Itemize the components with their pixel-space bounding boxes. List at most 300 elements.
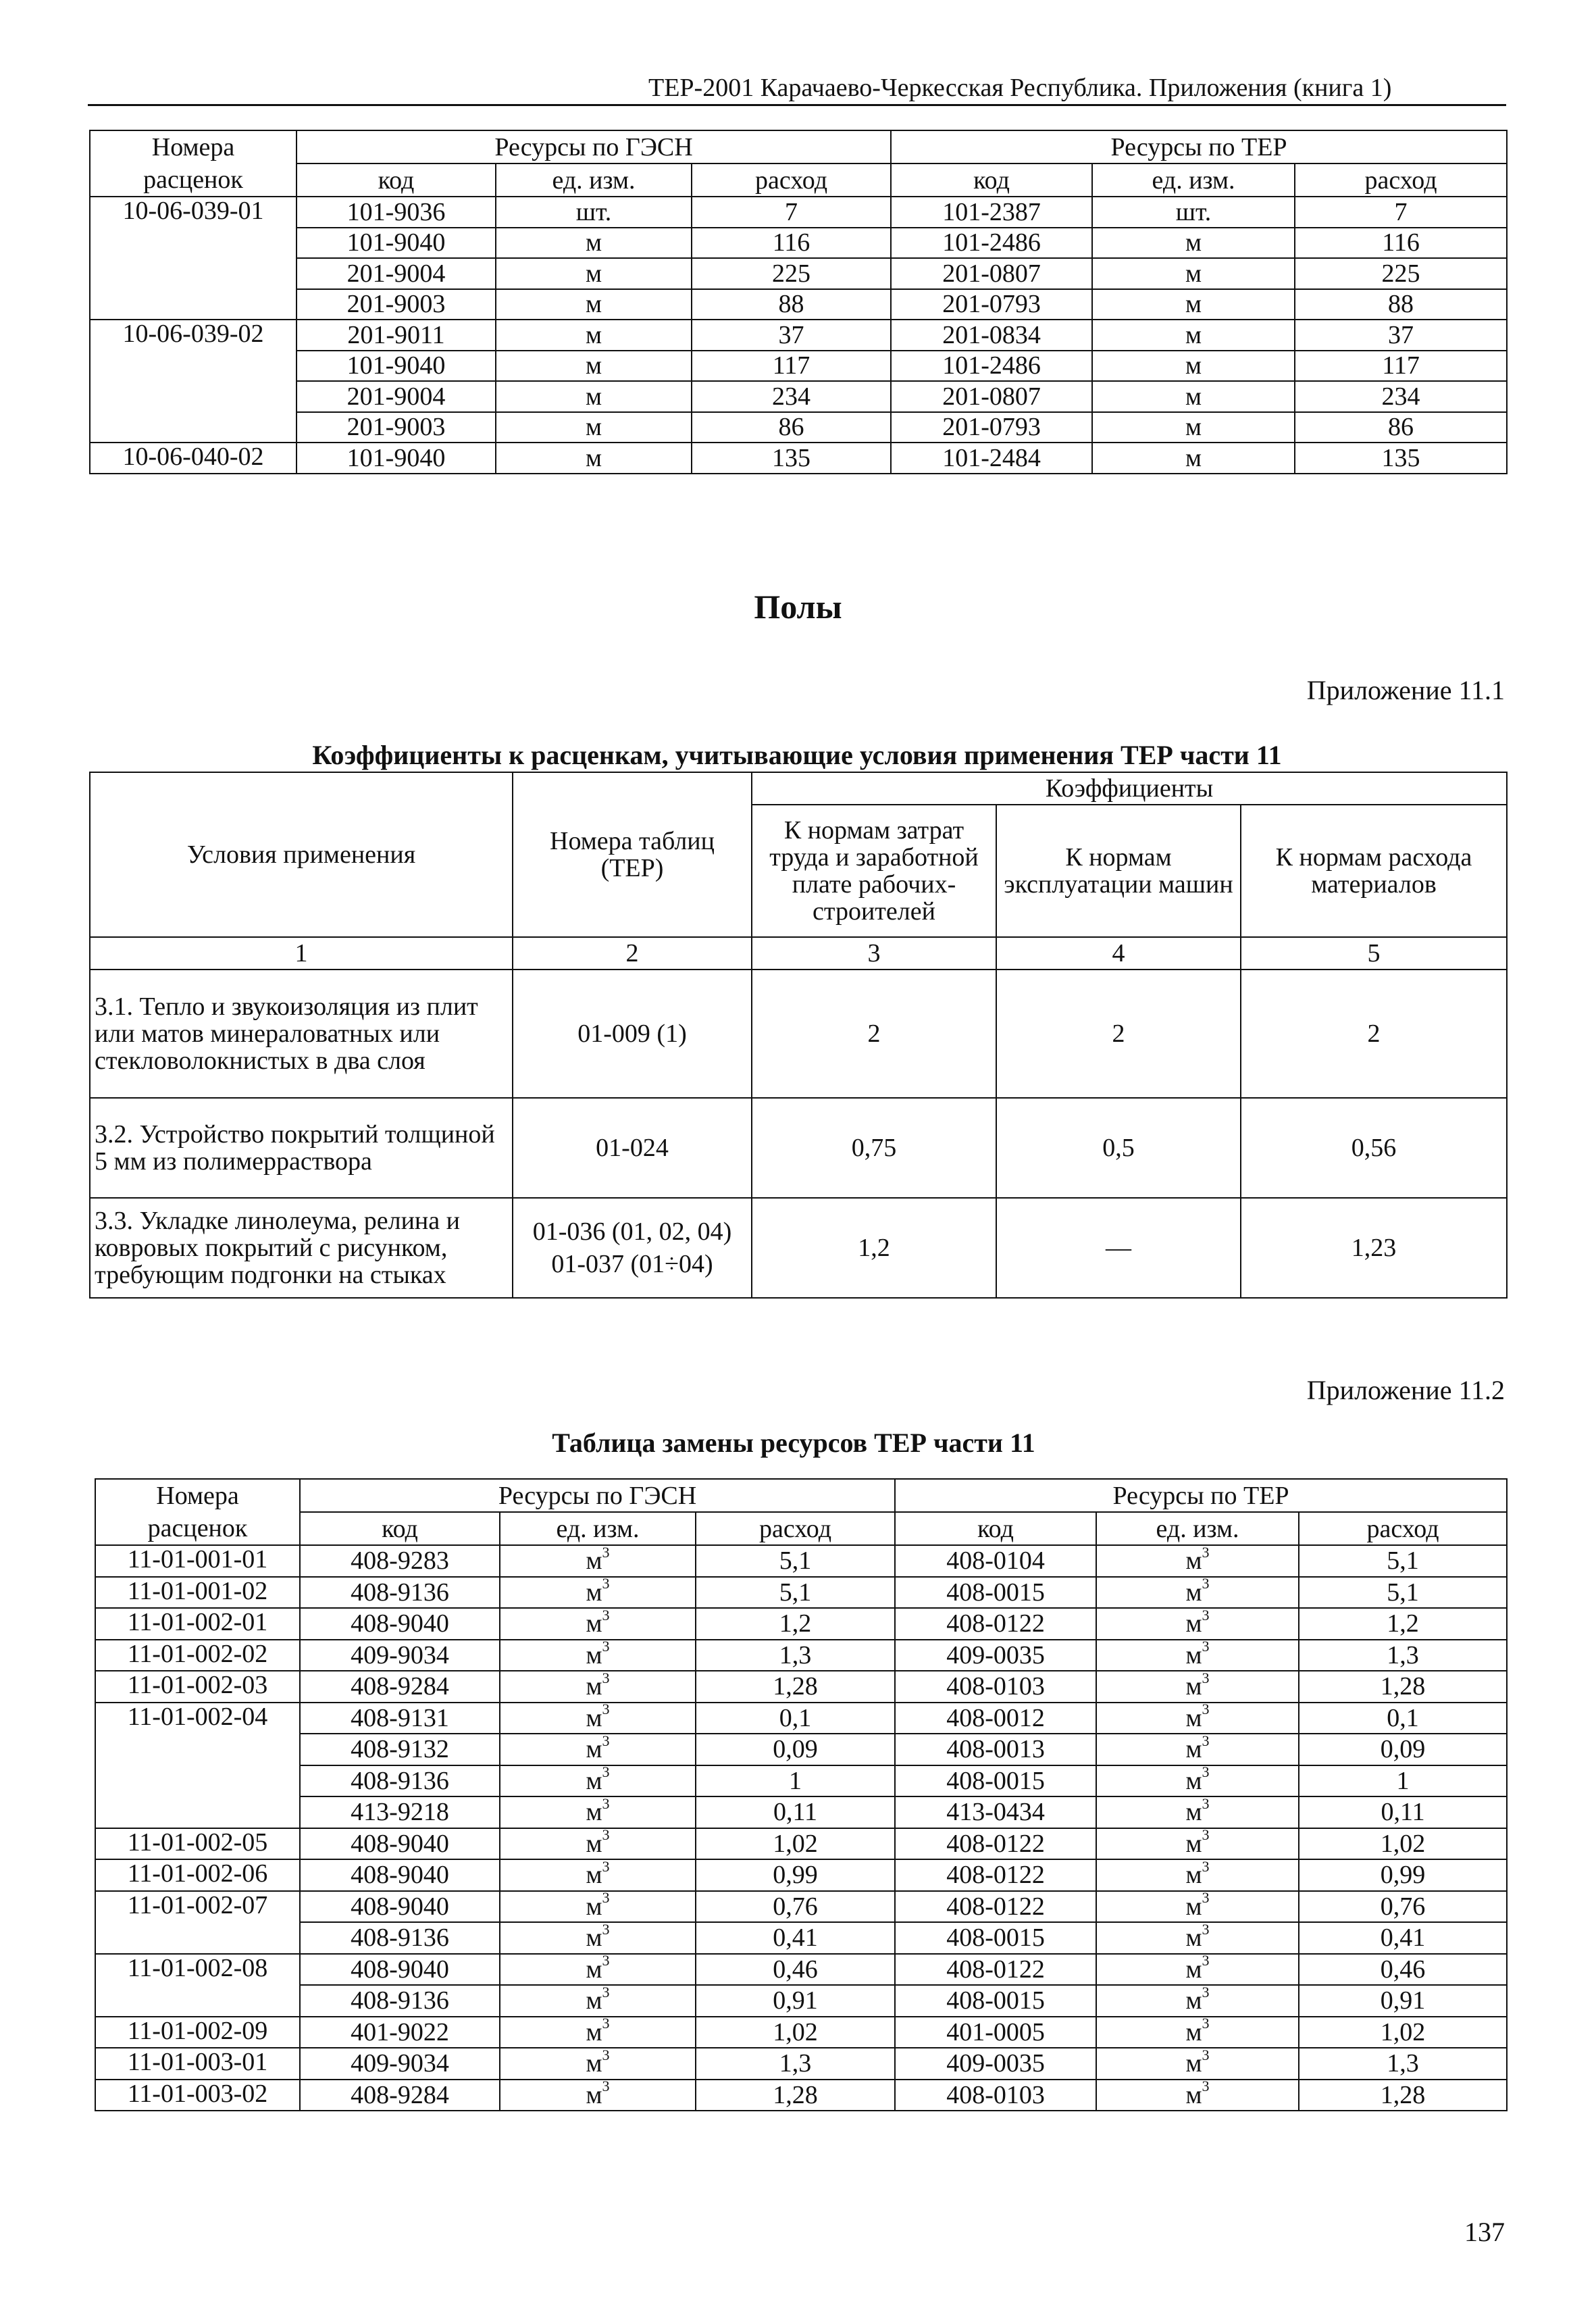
unit-superscript: 3 — [1202, 1922, 1210, 1938]
unit-superscript: 3 — [1202, 1859, 1210, 1875]
unit-base: м — [1185, 1766, 1202, 1795]
unit-superscript: 3 — [602, 1639, 610, 1655]
col-header-coefficients: Коэффициенты — [752, 772, 1507, 805]
col-header-amount: расход — [696, 1512, 895, 1545]
gesn-amount: 1,02 — [696, 1828, 895, 1860]
gesn-code: 101-9040 — [297, 443, 496, 474]
ter-code: 408-0122 — [895, 1828, 1096, 1860]
unit-cell — [500, 1703, 696, 1734]
gesn-amount: 0,09 — [696, 1734, 895, 1765]
unit-base: м — [586, 1703, 602, 1732]
gesn-amount: 5,1 — [696, 1577, 895, 1609]
gesn-amount: 7 — [692, 197, 891, 228]
col-header-code: код — [891, 164, 1092, 197]
unit-superscript: 3 — [1202, 2016, 1210, 2032]
gesn-code: 413-9218 — [300, 1796, 500, 1828]
col-header-amount: расход — [1295, 164, 1507, 197]
unit-superscript: 3 — [602, 1702, 610, 1718]
ter-code: 101-2486 — [891, 351, 1092, 382]
unit-cell — [500, 1577, 696, 1609]
unit-superscript: 3 — [1202, 1608, 1210, 1624]
ter-amount: 0,76 — [1299, 1891, 1507, 1923]
unit-superscript: 3 — [602, 1576, 610, 1592]
unit-cell — [1096, 1608, 1299, 1640]
ter-code: 408-0122 — [895, 1891, 1096, 1923]
gesn-amount: 0,99 — [696, 1859, 895, 1891]
col-header-rate-number: Номера — [90, 130, 297, 164]
unit-superscript: 3 — [1202, 2079, 1210, 2095]
table-row — [90, 320, 1507, 351]
ter-amount: 0,11 — [1299, 1796, 1507, 1828]
table-row — [95, 2080, 1507, 2111]
table-row — [95, 1703, 1507, 1734]
unit-superscript: 3 — [602, 2048, 610, 2063]
gesn-unit: м — [496, 412, 692, 443]
unit-base: м — [1185, 2080, 1202, 2109]
col-header-unit: ед. изм. — [500, 1512, 696, 1545]
table-row — [95, 1985, 1507, 2017]
ter-code: 201-0807 — [891, 258, 1092, 289]
gesn-code: 408-9040 — [300, 1891, 500, 1923]
unit-base: м — [1185, 1861, 1202, 1890]
gesn-code: 408-9283 — [300, 1545, 500, 1577]
unit-cell — [1096, 1796, 1299, 1828]
rate-number: 11-01-002-06 — [95, 1859, 300, 1891]
rate-number: 11-01-002-01 — [95, 1608, 300, 1640]
unit-cell — [1096, 1734, 1299, 1765]
table-row — [95, 2017, 1507, 2048]
gesn-code: 408-9131 — [300, 1703, 500, 1734]
unit-base: м — [1185, 1986, 1202, 2015]
ter-code: 408-0012 — [895, 1703, 1096, 1734]
gesn-unit: м — [496, 320, 692, 351]
unit-cell — [500, 1640, 696, 1671]
table-row — [95, 2048, 1507, 2080]
ter-amount: 0,46 — [1299, 1954, 1507, 1986]
ter-code: 101-2484 — [891, 443, 1092, 474]
gesn-amount: 86 — [692, 412, 891, 443]
unit-superscript: 3 — [602, 1796, 610, 1812]
ter-unit: м — [1092, 412, 1295, 443]
rate-number: 11-01-003-01 — [95, 2048, 300, 2080]
running-header: ТЕР-2001 Карачаево-Черкесская Республика. Приложения (книга 1) — [648, 74, 1392, 102]
rate-number: 10-06-040-02 — [90, 443, 297, 474]
unit-base: м — [1185, 1829, 1202, 1858]
unit-superscript: 3 — [1202, 1796, 1210, 1812]
material-coefficient: 1,23 — [1241, 1198, 1507, 1298]
unit-superscript: 3 — [1202, 1545, 1210, 1561]
unit-superscript: 3 — [602, 1765, 610, 1781]
labor-coefficient: 1,2 — [752, 1198, 996, 1298]
rate-number: 11-01-002-08 — [95, 1954, 300, 2017]
ter-amount: 0,99 — [1299, 1859, 1507, 1891]
appendix-label: Приложение 11.2 — [1306, 1375, 1505, 1405]
condition-text: 3.3. Укладке линолеума, релина и ковровых покрытий с рисунком, требующим подгонки на стыках — [90, 1198, 513, 1298]
unit-base: м — [1185, 1672, 1202, 1701]
resource-replacement-table-part11 — [95, 1478, 1508, 2111]
table-row — [95, 1577, 1507, 1609]
unit-superscript: 3 — [602, 1828, 610, 1844]
table-row — [90, 970, 1507, 1098]
unit-base: м — [586, 2049, 602, 2078]
rate-number: 11-01-001-01 — [95, 1545, 300, 1577]
col-header-code: код — [895, 1512, 1096, 1545]
col-header-ter-resources: Ресурсы по ТЕР — [891, 130, 1507, 164]
unit-base: м — [586, 1955, 602, 1984]
unit-base: м — [586, 1766, 602, 1795]
ter-code: 408-0103 — [895, 1671, 1096, 1703]
col-header-material-norms: К нормам расхода материалов — [1241, 805, 1507, 937]
gesn-code: 408-9284 — [300, 1671, 500, 1703]
unit-superscript: 3 — [602, 1859, 610, 1875]
unit-superscript: 3 — [1202, 1828, 1210, 1844]
col-header-gesn-resources: Ресурсы по ГЭСН — [300, 1479, 895, 1512]
unit-cell — [500, 1985, 696, 2017]
ter-amount: 117 — [1295, 351, 1507, 382]
unit-cell — [1096, 2080, 1299, 2111]
table-row — [95, 1859, 1507, 1891]
condition-text: 3.2. Устройство покрытий толщиной 5 мм из полимерраствора — [90, 1098, 513, 1198]
unit-base: м — [1185, 1546, 1202, 1576]
ter-code: 409-0035 — [895, 1640, 1096, 1671]
table-caption: Коэффициенты к расценкам, учитывающие условия применения ТЕР части 11 — [312, 740, 1282, 770]
col-header-rate-number: Номера — [95, 1479, 300, 1512]
ter-amount: 88 — [1295, 289, 1507, 320]
rate-number: 11-01-002-04 — [95, 1703, 300, 1828]
gesn-unit: м — [496, 381, 692, 412]
table-row — [95, 1545, 1507, 1577]
unit-cell — [500, 1608, 696, 1640]
table-row — [90, 412, 1507, 443]
ter-amount: 86 — [1295, 412, 1507, 443]
unit-superscript: 3 — [1202, 1702, 1210, 1718]
unit-superscript: 3 — [602, 1608, 610, 1624]
gesn-code: 201-9003 — [297, 412, 496, 443]
rate-number: 11-01-002-07 — [95, 1891, 300, 1954]
ter-code: 408-0015 — [895, 1922, 1096, 1954]
gesn-code: 201-9011 — [297, 320, 496, 351]
gesn-amount: 0,11 — [696, 1796, 895, 1828]
rate-number: 11-01-002-05 — [95, 1828, 300, 1860]
table-row — [95, 1954, 1507, 1986]
rate-number: 11-01-002-03 — [95, 1671, 300, 1703]
column-number: 1 — [90, 937, 513, 970]
unit-base: м — [586, 1829, 602, 1858]
ter-amount: 1,28 — [1299, 2080, 1507, 2111]
table-row — [90, 443, 1507, 474]
ter-amount: 1 — [1299, 1765, 1507, 1797]
table-row — [90, 289, 1507, 320]
gesn-amount: 0,91 — [696, 1985, 895, 2017]
gesn-amount: 0,76 — [696, 1891, 895, 1923]
gesn-code: 408-9040 — [300, 1859, 500, 1891]
ter-code: 201-0793 — [891, 289, 1092, 320]
table-row — [90, 381, 1507, 412]
ter-code: 408-0104 — [895, 1545, 1096, 1577]
unit-superscript: 3 — [1202, 1985, 1210, 2001]
unit-base: м — [586, 1923, 602, 1953]
ter-code: 409-0035 — [895, 2048, 1096, 2080]
table-row — [95, 1891, 1507, 1923]
ter-code: 408-0015 — [895, 1577, 1096, 1609]
unit-cell — [1096, 1577, 1299, 1609]
gesn-code: 408-9136 — [300, 1765, 500, 1797]
unit-cell — [500, 1859, 696, 1891]
unit-superscript: 3 — [1202, 1639, 1210, 1655]
gesn-code: 408-9132 — [300, 1734, 500, 1765]
unit-cell — [1096, 1545, 1299, 1577]
gesn-unit: м — [496, 443, 692, 474]
ter-code: 408-0015 — [895, 1765, 1096, 1797]
col-header-conditions: Условия применения — [90, 772, 513, 937]
unit-base: м — [586, 1609, 602, 1638]
gesn-code: 409-9034 — [300, 2048, 500, 2080]
table-row — [95, 1608, 1507, 1640]
unit-cell — [500, 1734, 696, 1765]
unit-base: м — [1185, 2049, 1202, 2078]
table-row — [90, 228, 1507, 259]
column-number: 5 — [1241, 937, 1507, 970]
unit-base: м — [1185, 1955, 1202, 1984]
gesn-code: 101-9040 — [297, 351, 496, 382]
col-header-unit: ед. изм. — [496, 164, 692, 197]
labor-coefficient: 2 — [752, 970, 996, 1098]
unit-cell — [1096, 1671, 1299, 1703]
gesn-code: 401-9022 — [300, 2017, 500, 2048]
unit-superscript: 3 — [602, 1953, 610, 1969]
ter-code: 101-2387 — [891, 197, 1092, 228]
gesn-code: 408-9040 — [300, 1828, 500, 1860]
unit-superscript: 3 — [1202, 1953, 1210, 1969]
unit-superscript: 3 — [602, 2016, 610, 2032]
ter-amount: 5,1 — [1299, 1545, 1507, 1577]
ter-amount: 234 — [1295, 381, 1507, 412]
ter-amount: 1,3 — [1299, 2048, 1507, 2080]
rate-number: 11-01-003-02 — [95, 2080, 300, 2111]
column-number: 3 — [752, 937, 996, 970]
unit-cell — [500, 2048, 696, 2080]
gesn-amount: 5,1 — [696, 1545, 895, 1577]
unit-base: м — [586, 1861, 602, 1890]
table-number: 01-009 (1) — [513, 970, 752, 1098]
ter-amount: 0,1 — [1299, 1703, 1507, 1734]
gesn-unit: шт. — [496, 197, 692, 228]
ter-amount: 0,41 — [1299, 1922, 1507, 1954]
gesn-amount: 1,2 — [696, 1608, 895, 1640]
table-row — [95, 1765, 1507, 1797]
ter-unit: м — [1092, 228, 1295, 259]
table-number: 01-036 (01, 02, 04) — [532, 1217, 732, 1246]
condition-text: 3.1. Тепло и звукоизоляция из плит или матов минераловатных или стекловолокнистых в два слоя — [90, 970, 513, 1098]
unit-superscript: 3 — [602, 1985, 610, 2001]
unit-superscript: 3 — [1202, 1734, 1210, 1749]
unit-base: м — [586, 1640, 602, 1669]
col-header-amount: расход — [692, 164, 891, 197]
ter-code: 201-0834 — [891, 320, 1092, 351]
unit-superscript: 3 — [1202, 1576, 1210, 1592]
col-header-amount: расход — [1299, 1512, 1507, 1545]
ter-amount: 37 — [1295, 320, 1507, 351]
ter-code: 413-0434 — [895, 1796, 1096, 1828]
ter-unit: м — [1092, 320, 1295, 351]
ter-amount: 135 — [1295, 443, 1507, 474]
column-number: 4 — [996, 937, 1241, 970]
unit-base: м — [586, 1892, 602, 1921]
table-numbers — [513, 1198, 752, 1298]
gesn-code: 409-9034 — [300, 1640, 500, 1671]
gesn-code: 408-9284 — [300, 2080, 500, 2111]
resource-replacement-table-part10 — [89, 130, 1508, 474]
unit-cell — [1096, 2017, 1299, 2048]
col-header-ter-resources: Ресурсы по ТЕР — [895, 1479, 1507, 1512]
ter-unit: м — [1092, 351, 1295, 382]
table-row — [90, 351, 1507, 382]
col-header-unit: ед. изм. — [1092, 164, 1295, 197]
ter-code: 408-0103 — [895, 2080, 1096, 2111]
gesn-amount: 1,28 — [696, 2080, 895, 2111]
gesn-code: 201-9003 — [297, 289, 496, 320]
table-caption: Таблица замены ресурсов ТЕР части 11 — [552, 1428, 1035, 1458]
ter-amount: 0,09 — [1299, 1734, 1507, 1765]
unit-superscript: 3 — [602, 1922, 610, 1938]
labor-coefficient: 0,75 — [752, 1098, 996, 1198]
col-header-code: код — [300, 1512, 500, 1545]
unit-base: м — [1185, 1923, 1202, 1953]
gesn-amount: 0,46 — [696, 1954, 895, 1986]
unit-base: м — [586, 2017, 602, 2046]
ter-unit: м — [1092, 289, 1295, 320]
machine-coefficient: — — [996, 1198, 1241, 1298]
gesn-code: 408-9136 — [300, 1922, 500, 1954]
unit-base: м — [1185, 1798, 1202, 1827]
unit-cell — [500, 1671, 696, 1703]
table-row — [95, 1734, 1507, 1765]
gesn-amount: 1,28 — [696, 1671, 895, 1703]
ter-code: 201-0807 — [891, 381, 1092, 412]
gesn-unit: м — [496, 228, 692, 259]
col-header-code: код — [297, 164, 496, 197]
table-row — [95, 1828, 1507, 1860]
gesn-amount: 116 — [692, 228, 891, 259]
unit-cell — [1096, 1828, 1299, 1860]
ter-amount: 225 — [1295, 258, 1507, 289]
gesn-amount: 1,02 — [696, 2017, 895, 2048]
gesn-unit: м — [496, 351, 692, 382]
page-number: 137 — [1464, 2217, 1505, 2247]
unit-cell — [500, 2080, 696, 2111]
gesn-amount: 234 — [692, 381, 891, 412]
unit-base: м — [586, 1672, 602, 1701]
unit-cell — [1096, 1891, 1299, 1923]
ter-amount: 1,3 — [1299, 1640, 1507, 1671]
col-header-table-numbers: Номера таблиц (ТЕР) — [513, 772, 752, 937]
gesn-amount: 135 — [692, 443, 891, 474]
table-number: 01-037 (01÷04) — [551, 1250, 713, 1278]
unit-base: м — [586, 1546, 602, 1576]
unit-superscript: 3 — [602, 1545, 610, 1561]
table-row — [95, 1922, 1507, 1954]
unit-cell — [1096, 1922, 1299, 1954]
gesn-amount: 0,41 — [696, 1922, 895, 1954]
table-row — [90, 258, 1507, 289]
unit-cell — [500, 2017, 696, 2048]
gesn-code: 201-9004 — [297, 381, 496, 412]
gesn-unit: м — [496, 289, 692, 320]
rate-number: 10-06-039-02 — [90, 320, 297, 443]
col-header-rate-number-2: расценок — [90, 164, 297, 197]
ter-code: 408-0122 — [895, 1954, 1096, 1986]
table-row — [95, 1640, 1507, 1671]
table-number: 01-024 — [513, 1098, 752, 1198]
table-row — [95, 1796, 1507, 1828]
unit-superscript: 3 — [602, 1734, 610, 1749]
unit-cell — [1096, 1985, 1299, 2017]
ter-amount: 1,2 — [1299, 1608, 1507, 1640]
col-header-unit: ед. изм. — [1096, 1512, 1299, 1545]
gesn-amount: 1,3 — [696, 2048, 895, 2080]
col-header-labor-norms: К нормам затрат труда и заработной плате рабочих-строителей — [752, 805, 996, 937]
unit-superscript: 3 — [1202, 1890, 1210, 1907]
unit-superscript: 3 — [1202, 1765, 1210, 1781]
gesn-amount: 1,3 — [696, 1640, 895, 1671]
unit-cell — [500, 1796, 696, 1828]
unit-cell — [1096, 1703, 1299, 1734]
unit-base: м — [1185, 1892, 1202, 1921]
col-header-gesn-resources: Ресурсы по ГЭСН — [297, 130, 891, 164]
gesn-code: 201-9004 — [297, 258, 496, 289]
material-coefficient: 0,56 — [1241, 1098, 1507, 1198]
unit-base: м — [1185, 1609, 1202, 1638]
gesn-amount: 88 — [692, 289, 891, 320]
unit-superscript: 3 — [1202, 2048, 1210, 2063]
rate-number: 11-01-001-02 — [95, 1577, 300, 1609]
unit-superscript: 3 — [602, 1671, 610, 1686]
ter-amount: 5,1 — [1299, 1577, 1507, 1609]
unit-base: м — [586, 2080, 602, 2109]
ter-code: 408-0122 — [895, 1859, 1096, 1891]
column-number: 2 — [513, 937, 752, 970]
unit-base: м — [586, 1798, 602, 1827]
ter-code: 408-0122 — [895, 1608, 1096, 1640]
coefficients-table — [89, 772, 1508, 1299]
unit-cell — [500, 1765, 696, 1797]
gesn-amount: 225 — [692, 258, 891, 289]
rate-number: 11-01-002-09 — [95, 2017, 300, 2048]
unit-base: м — [586, 1735, 602, 1764]
unit-base: м — [586, 1986, 602, 2015]
ter-amount: 1,02 — [1299, 2017, 1507, 2048]
ter-unit: шт. — [1092, 197, 1295, 228]
ter-code: 401-0005 — [895, 2017, 1096, 2048]
unit-base: м — [586, 1578, 602, 1607]
machine-coefficient: 2 — [996, 970, 1241, 1098]
table-row — [90, 197, 1507, 228]
ter-amount: 116 — [1295, 228, 1507, 259]
rate-number: 10-06-039-01 — [90, 197, 297, 320]
unit-base: м — [1185, 1703, 1202, 1732]
appendix-label: Приложение 11.1 — [1306, 675, 1505, 705]
gesn-code: 408-9040 — [300, 1608, 500, 1640]
unit-cell — [500, 1828, 696, 1860]
unit-cell — [1096, 2048, 1299, 2080]
material-coefficient: 2 — [1241, 970, 1507, 1098]
col-header-rate-number-2: расценок — [95, 1512, 300, 1545]
unit-superscript: 3 — [602, 1890, 610, 1907]
unit-base: м — [1185, 1640, 1202, 1669]
ter-code: 408-0013 — [895, 1734, 1096, 1765]
ter-amount: 1,28 — [1299, 1671, 1507, 1703]
unit-superscript: 3 — [602, 2079, 610, 2095]
